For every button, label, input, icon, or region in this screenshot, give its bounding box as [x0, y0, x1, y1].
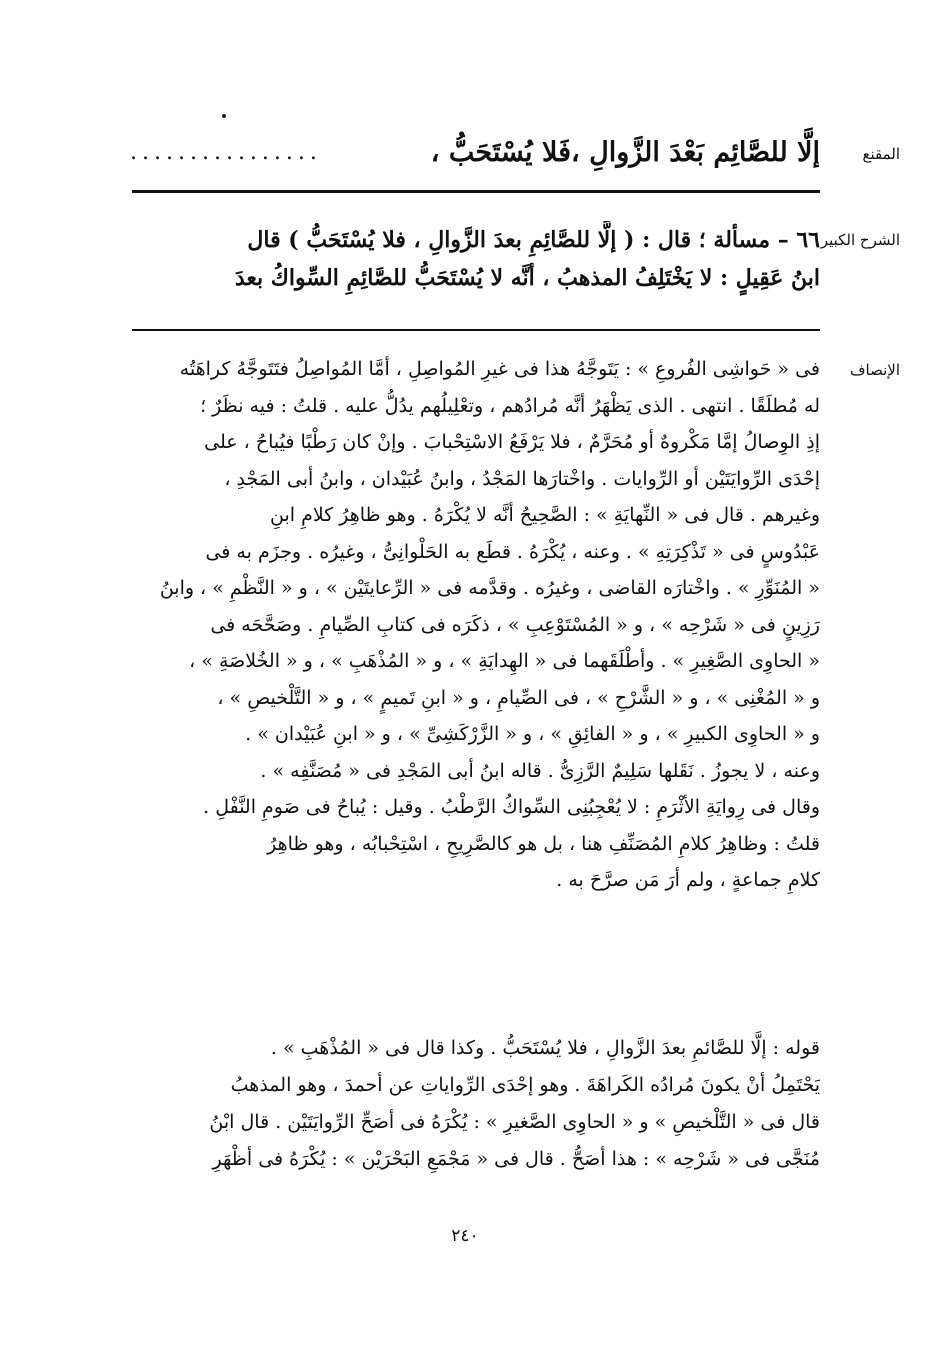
- insaf-line: وقال فى رِوايَةِ الأثْرَمِ : لا يُعْجِبُنِى السِّواكُ الرَّطْبُ . وقيل : يُباحُ فى صَومِ النَّفْلِ .: [203, 796, 820, 818]
- insaf-line: وعنه ، لا يجوزُ . نَقَلها سَلِيمٌ الرَّزِىُّ . قاله ابنُ أبى المَجْدِ فى « مُصَنَّفِه » .: [260, 759, 820, 782]
- insaf-line: كلامِ جماعةٍ ، ولم أرَ مَن صرَّحَ به .: [556, 869, 820, 891]
- insaf-line: له مُطلَقًا . انتهى . الذى يَظْهَرُ أنَّه مُرادُهم ، وتعْلِيلُهم يدُلُّ عليه . قلتُ : فيه نظَرٌ ؛: [200, 394, 820, 417]
- sharh-line: ابنُ عَقِيلٍ : لا يَخْتَلِفُ المذهبُ ، أنَّه لا يُسْتَحَبُّ للصَّائِمِ السِّواكُ بعدَ: [234, 265, 820, 291]
- muqni-text-line: [130, 128, 820, 176]
- insaf-line: فى « حَواشِى الفُروعِ » : يَتَوجَّهُ هذا فى غيرِ المُواصِلِ ، أمَّا المُواصِلُ فتَتَوجَّهُ كراهَتُه: [179, 358, 820, 380]
- insaf-line: « الحاوِى الصَّغِيرِ » . وأطْلَقَهما فى « الهِدايَةِ » ، و « المُذْهَبِ » ، و « الخُلاصَةِ » ،: [189, 650, 820, 672]
- qawl-text: [132, 1030, 820, 1178]
- insaf-line: عَبْدُوسٍ فى « تَذْكِرَتِهِ » . وعنه ، يُكْرَهُ . قطَع به الحَلْوانِىُّ ، وغيرُه . وجزَم به فى: [205, 540, 820, 563]
- qawl-line: مُنَجَّى فى « شَرْحِه » : هذا أصَحُّ . قال فى « مَجْمَعِ البَحْرَيْن » : يُكْرَهُ فى أظْهَرِ: [212, 1148, 820, 1170]
- insaf-text: [132, 351, 820, 899]
- label-muqni: المقنع: [862, 145, 900, 163]
- insaf-line: و « المُغْنِى » ، و « الشَّرْحِ » ، فى الصِّيامِ ، و « ابنِ تَميمٍ » ، و « التَّلْخيصِ » ،: [217, 686, 820, 709]
- muqni-dots: ................: [130, 139, 322, 165]
- muqni-text: إلَّا للصَّائِم بَعْدَ الزَّوالِ ،فَلا يُسْتَحَبُّ ،: [430, 136, 820, 168]
- qawl-line: يَحْتَمِلُ أنْ يكونَ مُرادُه الكَراهَةَ . وهو إحْدَى الرِّواياتِ عن أحمدَ ، وهو المذهبُ: [230, 1074, 820, 1096]
- sharh-text: [132, 221, 820, 297]
- insaf-line: إذِ الوِصالُ إمَّا مَكْروهٌ أو مُحَرَّمٌ ، فلا يَرْفَعُ الاسْتِحْبابَ . وإنْ كان رَطْبًا فيُباحُ ، على: [204, 431, 820, 453]
- divider-thin: [132, 329, 820, 331]
- qawl-line: قوله : إلَّا للصَّائمِ بعدَ الزَّوالِ ، فلا يُسْتَحَبُّ . وكذا قال فى « المُذْهَبِ » .: [270, 1037, 820, 1059]
- divider-thick: [132, 190, 820, 193]
- label-insaf: الإنصاف: [849, 361, 900, 379]
- label-sharh: الشرح الكبير: [820, 231, 900, 249]
- insaf-line: وغيرهم . قال فى « النِّهايَةِ » : الصَّحِيحُ أنَّه لا يُكْرَهُ . وهو ظاهِرُ كلامِ ابنِ: [270, 504, 820, 526]
- insaf-line: و « الحاوِى الكبيرِ » ، و « الفائِقِ » ، و « الزَّرْكَشِىِّ » ، و « ابنِ عُبَيْدان » .: [245, 723, 820, 745]
- insaf-line: قلتُ : وظاهِرُ كلامِ المُصَنِّفِ هنا ، بل هو كالصَّرِيحِ ، اسْتِحْبابُه ، وهو ظاهِرُ: [267, 832, 820, 855]
- insaf-line: رَزِينٍ فى « شَرْحِه » ، و « المُسْتَوْعِبِ » ، ذكَرَه فى كتابِ الصِّيامِ . وصَحَّحَه فى: [210, 613, 820, 636]
- page-number: ٢٤٠: [451, 1226, 479, 1246]
- insaf-line: « المُنَوِّرِ » . واخْتارَه القاضى ، وغيرُه . وقدَّمه فى « الرِّعايتَيْن » ، و « النَّظْمِ » ، وابنُ: [159, 577, 820, 599]
- qawl-line: قال فى « التَّلْخيصِ » و « الحاوِى الصَّغيرِ » : يُكْرَهُ فى أصَحِّ الرِّوايَتَيْن . قال ابْنُ: [209, 1111, 820, 1133]
- sharh-line: ٦٦ – مسألة ؛ قال : ( إلَّا للصَّائِمِ بعدَ الزَّوالِ ، فلا يُسْتَحَبُّ ) قال: [247, 227, 820, 253]
- insaf-line: إحْدَى الرِّوايَتَيْن أو الرِّوايات . واخْتارَها المَجْدُ ، وابنُ عُبَيْدان ، وابنُ أبى المَجْدِ ،: [224, 467, 820, 490]
- ink-dot: [222, 114, 226, 118]
